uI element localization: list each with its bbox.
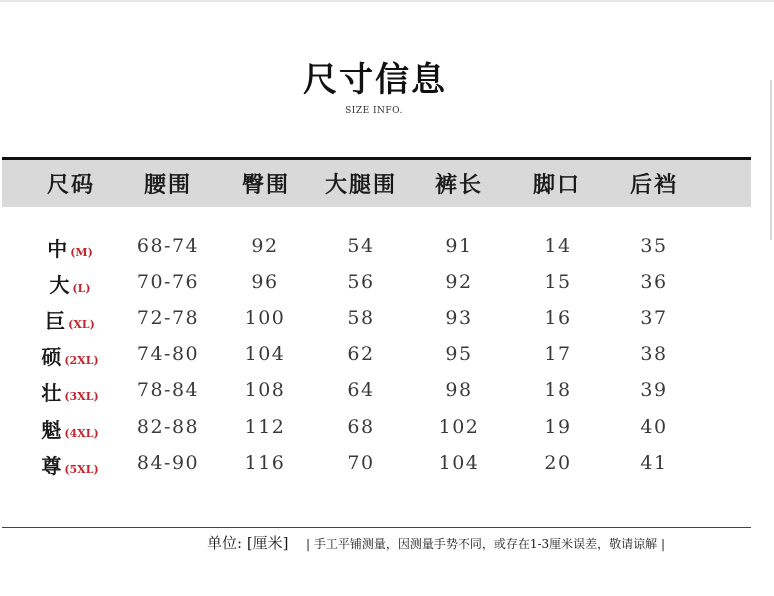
size-name: 巨	[45, 309, 66, 333]
header-hip: 臀围	[241, 172, 290, 198]
table-header	[2, 157, 751, 207]
size-name: 大	[49, 273, 70, 297]
table-row	[0, 305, 760, 335]
value-hip: 112	[244, 416, 286, 438]
value-rise: 41	[640, 452, 668, 474]
size-label	[30, 414, 110, 443]
value-hip: 108	[244, 379, 286, 401]
value-thigh: 70	[347, 452, 375, 474]
size-name: 尊	[41, 454, 62, 478]
value-rise: 36	[640, 271, 668, 293]
value-thigh: 68	[347, 416, 375, 438]
size-label	[30, 377, 110, 406]
value-thigh: 56	[347, 271, 375, 293]
size-label	[30, 305, 110, 334]
value-waist: 72-78	[136, 307, 200, 329]
size-code: (M)	[70, 246, 93, 259]
value-thigh: 58	[347, 307, 375, 329]
footer-divider	[2, 527, 751, 528]
value-hip: 100	[244, 307, 286, 329]
value-rise: 39	[640, 379, 668, 401]
table-row	[0, 414, 760, 444]
unit-label: 单位: [厘米]	[207, 534, 289, 552]
size-code: (5XL)	[64, 463, 99, 476]
value-waist: 74-80	[136, 343, 200, 365]
size-name: 魁	[41, 418, 62, 442]
page-subtitle: SIZE INFO.	[345, 106, 403, 116]
value-leg-opening: 19	[544, 416, 572, 438]
table-row	[0, 450, 760, 480]
value-length: 93	[445, 307, 473, 329]
size-label	[30, 269, 110, 298]
value-length: 104	[438, 452, 480, 474]
header-waist: 腰围	[143, 172, 192, 198]
value-thigh: 54	[347, 235, 375, 257]
value-waist: 84-90	[136, 452, 200, 474]
size-name: 壮	[41, 381, 62, 405]
value-rise: 38	[640, 343, 668, 365]
value-leg-opening: 16	[544, 307, 572, 329]
value-length: 95	[445, 343, 473, 365]
value-length: 92	[445, 271, 473, 293]
value-leg-opening: 20	[544, 452, 572, 474]
page-title: 尺寸信息	[303, 60, 447, 100]
value-leg-opening: 14	[544, 235, 572, 257]
value-hip: 92	[251, 235, 279, 257]
size-label	[30, 341, 110, 370]
value-waist: 70-76	[136, 271, 200, 293]
value-waist: 82-88	[136, 416, 200, 438]
value-hip: 104	[244, 343, 286, 365]
size-code: (XL)	[68, 318, 95, 331]
value-hip: 96	[251, 271, 279, 293]
value-waist: 78-84	[136, 379, 200, 401]
header-length: 裤长	[434, 172, 483, 198]
table-row	[0, 377, 760, 407]
size-code: (L)	[72, 282, 91, 295]
value-leg-opening: 15	[544, 271, 572, 293]
right-edge-divider	[770, 80, 772, 240]
size-label	[30, 233, 110, 262]
value-length: 91	[445, 235, 473, 257]
value-leg-opening: 17	[544, 343, 572, 365]
size-name: 中	[47, 237, 68, 261]
table-row	[0, 269, 760, 299]
size-code: (3XL)	[64, 390, 99, 403]
value-thigh: 64	[347, 379, 375, 401]
measurement-note: | 手工平铺测量，因测量手势不同，或存在1-3厘米误差，敬请谅解 |	[306, 537, 666, 551]
value-thigh: 62	[347, 343, 375, 365]
value-waist: 68-74	[136, 235, 200, 257]
top-divider	[0, 0, 774, 2]
size-code: (4XL)	[64, 427, 99, 440]
value-rise: 35	[640, 235, 668, 257]
table-row	[0, 233, 760, 263]
size-code: (2XL)	[64, 354, 99, 367]
size-label	[30, 450, 110, 479]
header-thigh: 大腿围	[324, 172, 397, 198]
value-hip: 116	[244, 452, 286, 474]
value-rise: 40	[640, 416, 668, 438]
value-length: 98	[445, 379, 473, 401]
header-rise: 后裆	[629, 172, 678, 198]
value-leg-opening: 18	[544, 379, 572, 401]
value-length: 102	[438, 416, 480, 438]
table-row	[0, 341, 760, 371]
header-size: 尺码	[46, 172, 95, 198]
size-name: 硕	[41, 345, 62, 369]
value-rise: 37	[640, 307, 668, 329]
header-leg-opening: 脚口	[532, 172, 581, 198]
